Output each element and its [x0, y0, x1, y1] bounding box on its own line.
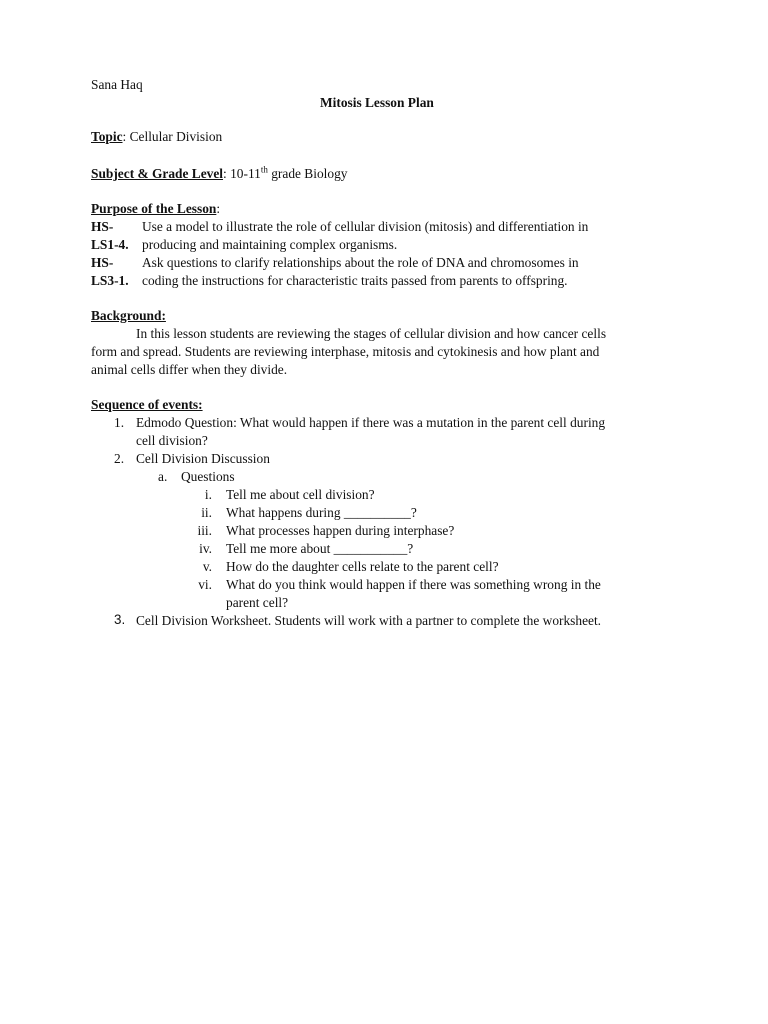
question-2-num: ii. [201, 505, 212, 520]
standard-code-2a: HS- [91, 255, 114, 270]
question-1-text: Tell me about cell division? [226, 487, 375, 502]
question-5-num: v. [202, 559, 212, 574]
standard-text-2a: Ask questions to clarify relationships about the role of DNA and chromosomes in [142, 255, 579, 270]
subject-line [91, 165, 347, 183]
standard-text-1a: Use a model to illustrate the role of cellular division (mitosis) and differentiation in [142, 219, 589, 234]
topic-separator: : [122, 129, 130, 144]
standard-code-1a: HS- [91, 219, 114, 234]
standard-text-1b: producing and maintaining complex organisms. [142, 237, 398, 252]
question-6-num: vi. [198, 577, 212, 592]
purpose-heading [91, 200, 220, 218]
question-4-num: iv. [199, 541, 212, 556]
sequence-item-1-num: 1. [114, 415, 125, 430]
background-heading: Background: [91, 308, 166, 323]
subject-separator: : [223, 166, 231, 181]
question-2-text: What happens during __________? [226, 505, 417, 520]
topic-value: Cellular Division [129, 129, 223, 144]
question-5-text: How do the daughter cells relate to the parent cell? [226, 559, 499, 574]
subject-label: Subject & Grade Level [91, 166, 224, 181]
standard-code-2b: LS3-1. [91, 273, 129, 288]
background-line-3: animal cells differ when they divide. [91, 362, 288, 377]
sequence-item-2-num: 2. [114, 451, 125, 466]
standard-code-1b: LS1-4. [91, 237, 129, 252]
topic-label: Topic [91, 129, 123, 144]
question-6-text-cont: parent cell? [226, 595, 289, 610]
sequence-item-2-text: Cell Division Discussion [136, 451, 270, 466]
sequence-item-3-text: Cell Division Worksheet. Students will work with a partner to complete the worksheet. [136, 613, 602, 628]
purpose-heading-text: Purpose of the Lesson [91, 201, 217, 216]
sequence-item-1-text: Edmodo Question: What would happen if there was a mutation in the parent cell during [136, 415, 606, 430]
question-6-text: What do you think would happen if there was something wrong in the [226, 577, 601, 592]
topic-line [91, 128, 222, 146]
author-name: Sana Haq [91, 77, 143, 92]
sequence-item-1-text-cont: cell division? [136, 433, 208, 448]
standard-text-2b: coding the instructions for characteristic traits passed from parents to offspring. [142, 273, 568, 288]
question-3-text: What processes happen during interphase? [226, 523, 455, 538]
background-line-2: form and spread. Students are reviewing interphase, mitosis and cytokinesis and how plant and [91, 344, 600, 359]
subject-superscript: th [260, 164, 268, 175]
subject-value-post: grade Biology [267, 166, 348, 181]
sequence-item-3-num: 3. [114, 612, 126, 627]
question-4-text: Tell me more about ___________? [226, 541, 414, 556]
subject-value-pre: 10-11 [230, 166, 261, 181]
sub-item-a-label: Questions [181, 469, 235, 484]
question-1-num: i. [204, 487, 212, 502]
background-line-1: In this lesson students are reviewing the stages of cellular division and how cancer cells [136, 326, 607, 341]
question-3-num: iii. [197, 523, 212, 538]
sequence-heading: Sequence of events: [91, 397, 203, 412]
purpose-heading-sep: : [216, 201, 221, 216]
sub-item-a-letter: a. [158, 469, 168, 484]
page-title: Mitosis Lesson Plan [320, 95, 434, 110]
